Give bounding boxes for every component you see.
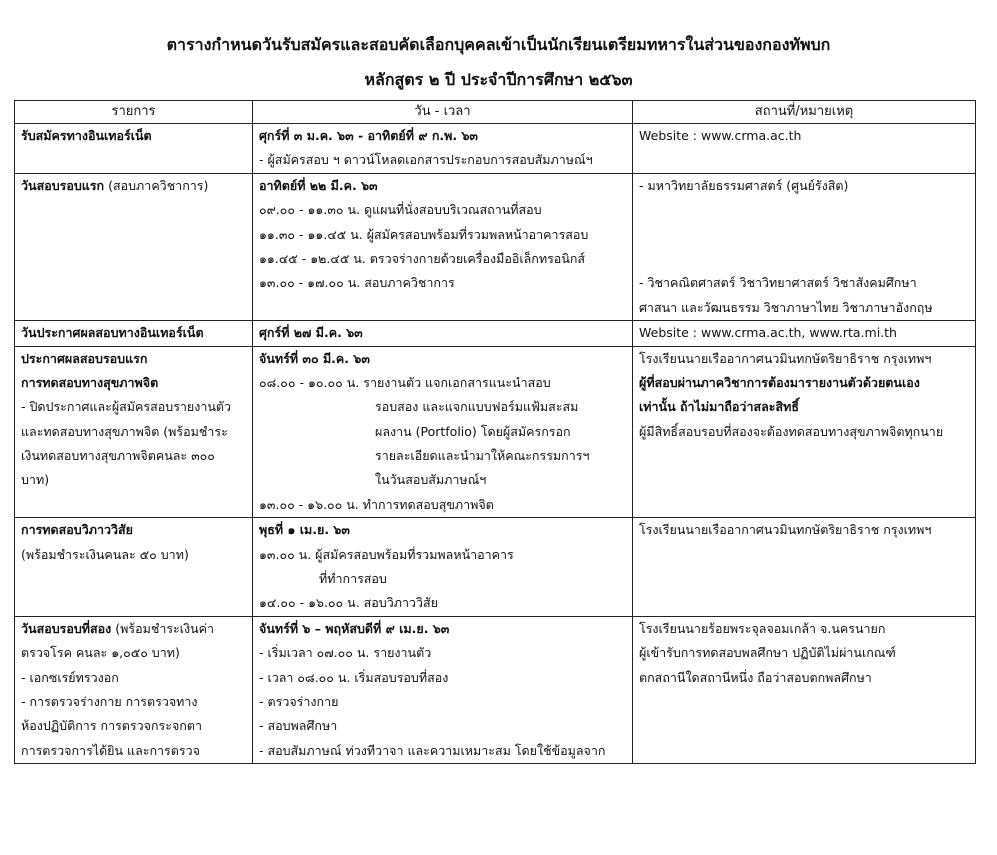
row-note-cell	[633, 124, 976, 174]
time-line: ๑๓.๐๐ - ๑๖.๐๐ น. ทำการทดสอบสุขภาพจิต	[259, 496, 494, 512]
time-line: - สอบสัมภาษณ์ ท่วงทีวาจา และความเหมาะสม โดยใช้ข้อมูลจาก	[259, 742, 606, 758]
table-row	[15, 321, 976, 346]
document-subtitle: หลักสูตร ๒ ปี ประจำปีการศึกษา ๒๕๖๓	[364, 70, 633, 89]
item-line: ประกาศผลสอบรอบแรก	[21, 350, 148, 366]
time-line: - ตรวจร่างกาย	[259, 693, 339, 709]
header-datetime: วัน - เวลา	[253, 101, 633, 124]
time-line: รายละเอียดและนำมาให้คณะกรรมการฯ	[375, 448, 590, 464]
row-item-cell	[15, 321, 253, 346]
item-line: เงินทดสอบทางสุขภาพจิตคนละ ๓๐๐	[21, 448, 215, 464]
document-title: ตารางกำหนดวันรับสมัครและสอบคัดเลือกบุคคลเข้าเป็นนักเรียนเตรียมทหารในส่วนของกองทัพบก	[166, 35, 831, 54]
schedule-table	[14, 100, 976, 764]
note-line	[639, 223, 969, 247]
row-note-cell	[633, 173, 976, 320]
note-line: โรงเรียนนายเรืออากาศนวมินทกษัตริยาธิราช กรุงเทพฯ	[639, 350, 932, 366]
note-line: Website : www.crma.ac.th	[639, 128, 802, 143]
note-line: โรงเรียนนายเรืออากาศนวมินทกษัตริยาธิราช กรุงเทพฯ	[639, 522, 932, 538]
row-item-cell	[15, 616, 253, 763]
row-time-cell	[253, 124, 633, 174]
note-line: ผู้มีสิทธิ์สอบรอบที่สองจะต้องทดสอบทางสุขภาพจิตทุกนาย	[639, 423, 944, 439]
row-item-cell	[15, 518, 253, 617]
item-line: การทดสอบวิภาววิสัย	[21, 522, 133, 538]
row-time-cell	[253, 518, 633, 617]
time-line: ผลงาน (Portfolio) โดยผู้สมัครกรอก	[375, 423, 571, 439]
note-line: เท่านั้น ถ้าไม่มาถือว่าสละสิทธิ์	[639, 399, 799, 415]
row-item-cell	[15, 173, 253, 320]
note-line: - มหาวิทยาลัยธรรมศาสตร์ (ศูนย์รังสิต)	[639, 177, 849, 193]
item-line: วันสอบรอบแรก (สอบภาควิชาการ)	[21, 177, 209, 193]
row-time-cell	[253, 346, 633, 518]
time-line: ๑๓.๐๐ - ๑๗.๐๐ น. สอบภาควิชาการ	[259, 275, 455, 291]
row-time-cell	[253, 173, 633, 320]
item-line: - เอกซเรย์ทรวงอก	[21, 669, 119, 685]
table-header-row	[15, 101, 976, 124]
time-line	[259, 296, 626, 320]
time-line: รอบสอง และแจกแบบฟอร์มแฟ้มสะสม	[375, 399, 579, 415]
note-line: Website : www.crma.ac.th, www.rta.mi.th	[639, 325, 897, 341]
note-line: ตกสถานีใดสถานีหนึ่ง ถือว่าสอบตกพลศึกษา	[639, 669, 872, 685]
time-line: พุธที่ ๑ เม.ย. ๖๓	[259, 522, 350, 538]
item-line: วันประกาศผลสอบทางอินเทอร์เน็ต	[21, 325, 204, 341]
item-line: ห้องปฏิบัติการ การตรวจกระจกตา	[21, 718, 203, 734]
item-line: (พร้อมชำระเงินคนละ ๕๐ บาท)	[21, 546, 189, 562]
note-line: - วิชาคณิตศาสตร์ วิชาวิทยาศาสตร์ วิชาสังคมศึกษา	[639, 275, 917, 291]
item-line: รับสมัครทางอินเทอร์เน็ต	[21, 128, 152, 143]
note-line	[639, 247, 969, 271]
header-location-note: สถานที่/หมายเหตุ	[633, 101, 976, 124]
time-line: อาทิตย์ที่ ๒๒ มี.ค. ๖๓	[259, 177, 378, 193]
time-line: ที่ทำการสอบ	[319, 571, 387, 587]
time-line: ๑๔.๐๐ - ๑๖.๐๐ น. สอบวิภาววิสัย	[259, 595, 438, 611]
table-row	[15, 173, 976, 320]
table-row	[15, 616, 976, 763]
item-line: และทดสอบทางสุขภาพจิต (พร้อมชำระ	[21, 423, 228, 439]
time-line: ในวันสอบสัมภาษณ์ฯ	[375, 472, 487, 488]
time-line: จันทร์ที่ ๖ – พฤหัสบดีที่ ๙ เม.ย. ๖๓	[259, 620, 450, 636]
table-row	[15, 124, 976, 174]
item-line: การตรวจการได้ยิน และการตรวจ	[21, 742, 200, 758]
time-line: ศุกร์ที่ ๒๗ มี.ค. ๖๓	[259, 325, 363, 341]
time-line: ศุกร์ที่ ๓ ม.ค. ๖๓ - อาทิตย์ที่ ๙ ก.พ. ๖๓	[259, 128, 478, 143]
item-line: - การตรวจร่างกาย การตรวจทาง	[21, 693, 198, 709]
row-item-cell	[15, 124, 253, 174]
time-line: - ผู้สมัครสอบ ฯ ดาวน์โหลดเอกสารประกอบการสอบสัมภาษณ์ฯ	[259, 152, 593, 168]
header-item: รายการ	[15, 101, 253, 124]
item-line: การทดสอบทางสุขภาพจิต	[21, 374, 159, 390]
row-note-cell	[633, 346, 976, 518]
note-line: โรงเรียนนายร้อยพระจุลจอมเกล้า จ.นครนายก	[639, 620, 886, 636]
item-line: - ปิดประกาศและผู้สมัครสอบรายงานตัว	[21, 399, 232, 415]
row-note-cell	[633, 321, 976, 346]
table-row	[15, 518, 976, 617]
row-item-cell	[15, 346, 253, 518]
note-line: ศาสนา และวัฒนธรรม วิชาภาษาไทย วิชาภาษาอังกฤษ	[639, 299, 933, 315]
time-line: จันทร์ที่ ๓๐ มี.ค. ๖๓	[259, 350, 370, 366]
time-line: - เวลา ๐๘.๐๐ น. เริ่มสอบรอบที่สอง	[259, 669, 449, 685]
row-note-cell	[633, 518, 976, 617]
note-line	[639, 198, 969, 222]
item-line: บาท)	[21, 472, 50, 488]
row-note-cell	[633, 616, 976, 763]
note-line: ผู้ที่สอบผ่านภาควิชาการต้องมารายงานตัวด้วยตนเอง	[639, 374, 920, 390]
note-line: ผู้เข้ารับการทดสอบพลศึกษา ปฏิบัติไม่ผ่านเกณฑ์	[639, 645, 896, 661]
table-row	[15, 346, 976, 518]
time-line: - เริ่มเวลา ๐๗.๐๐ น. รายงานตัว	[259, 645, 432, 661]
row-time-cell	[253, 616, 633, 763]
time-line: ๑๓.๐๐ น. ผู้สมัครสอบพร้อมที่รวมพลหน้าอาคาร	[259, 546, 514, 562]
time-line: ๑๑.๓๐ - ๑๑.๔๕ น. ผู้สมัครสอบพร้อมที่รวมพลหน้าอาคารสอบ	[259, 226, 589, 242]
time-line: ๑๑.๔๕ - ๑๒.๔๕ น. ตรวจร่างกายด้วยเครื่องมืออิเล็กทรอนิกส์	[259, 250, 586, 266]
time-line: ๐๙.๐๐ - ๑๑.๓๐ น. ดูแผนที่นั่งสอบบริเวณสถานที่สอบ	[259, 202, 542, 218]
time-line: - สอบพลศึกษา	[259, 718, 338, 734]
row-time-cell	[253, 321, 633, 346]
item-line: ตรวจโรค คนละ ๑,๐๕๐ บาท)	[21, 645, 180, 661]
time-line: ๐๘.๐๐ - ๑๐.๐๐ น. รายงานตัว แจกเอกสารแนะนำสอบ	[259, 374, 551, 390]
item-line: วันสอบรอบที่สอง (พร้อมชำระเงินค่า	[21, 620, 215, 636]
